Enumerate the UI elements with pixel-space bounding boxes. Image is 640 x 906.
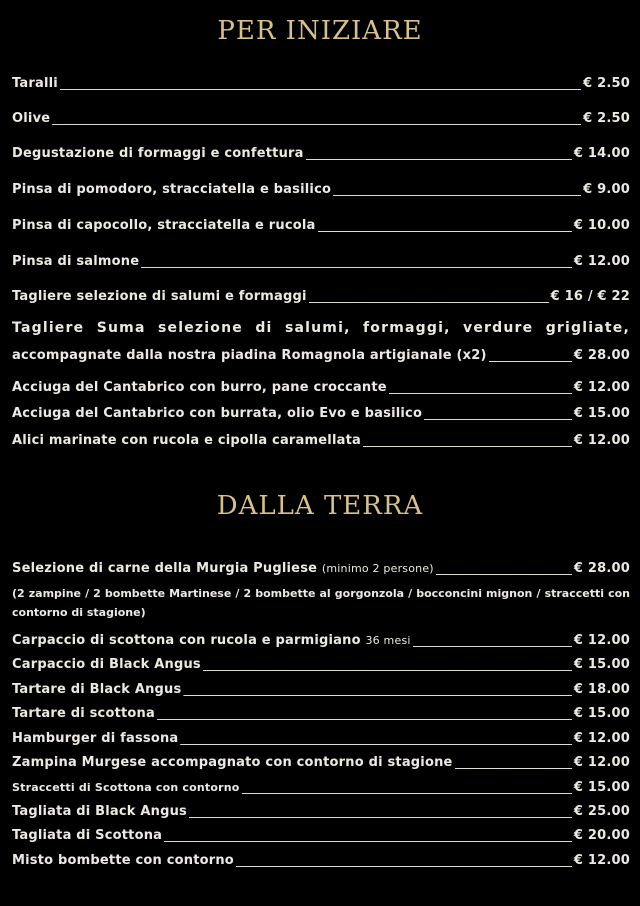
item-name: Pinsa di capocollo, stracciatella e rucola xyxy=(12,218,316,233)
menu-item xyxy=(12,657,630,672)
item-name: Tartare di scottona xyxy=(12,706,155,721)
item-name: Tagliata di Black Angus xyxy=(12,804,187,819)
menu-item xyxy=(12,731,630,746)
item-name-line2: accompagnate dalla nostra piadina Romagnola artigianale (x2) xyxy=(12,348,487,363)
item-price: € 12.00 xyxy=(573,731,630,746)
item-name: Alici marinate con rucola e cipolla caramellata xyxy=(12,433,361,448)
dot-leader xyxy=(389,380,572,395)
dot-leader xyxy=(236,853,572,868)
item-price: € 12.00 xyxy=(573,380,630,395)
dot-leader xyxy=(363,433,572,448)
item-note: 36 mesi xyxy=(365,634,411,647)
dot-leader xyxy=(203,657,572,672)
dot-leader xyxy=(189,804,572,819)
item-name: Zampina Murgese accompagnato con contorno di stagione xyxy=(12,755,453,770)
dot-leader xyxy=(52,111,581,126)
item-price: € 15.00 xyxy=(573,657,630,672)
dot-leader xyxy=(141,254,572,269)
menu-item xyxy=(12,76,630,91)
menu-item xyxy=(12,755,630,770)
item-name: Acciuga del Cantabrico con burrata, olio Evo e basilico xyxy=(12,406,423,421)
menu-item xyxy=(12,561,630,576)
menu-item xyxy=(12,853,630,868)
menu-item xyxy=(12,433,630,448)
menu-item xyxy=(12,254,630,269)
menu-item xyxy=(12,633,630,648)
dot-leader xyxy=(60,76,581,91)
dot-leader xyxy=(309,289,549,304)
item-note: (minimo 2 persone) xyxy=(321,562,434,575)
menu-item xyxy=(12,111,630,126)
item-name: Tagliere Suma selezione di salumi, formaggi, verdure grigliate, xyxy=(12,320,630,336)
item-price: € 15.00 xyxy=(573,706,630,721)
menu-item xyxy=(12,706,630,721)
dot-leader xyxy=(424,406,572,421)
item-price: € 9.00 xyxy=(583,182,630,197)
item-name: Selezione di carne della Murgia Pugliese (minimo 2 persone) xyxy=(12,561,434,576)
menu-item xyxy=(12,146,630,161)
dot-leader xyxy=(242,780,572,795)
dot-leader xyxy=(436,561,572,576)
item-name: Acciuga del Cantabrico con burro, pane croccante xyxy=(12,380,387,395)
menu-item xyxy=(12,380,630,395)
item-price: € 12.00 xyxy=(573,755,630,770)
item-name: Misto bombette con contorno xyxy=(12,853,234,868)
item-price: € 28.00 xyxy=(573,561,630,576)
item-name: Olive xyxy=(12,111,51,126)
item-name: Taralli xyxy=(12,76,58,91)
item-price: € 16 / € 22 xyxy=(550,289,630,304)
item-name: Straccetti di Scottona con contorno xyxy=(12,781,240,794)
item-name: Tagliata di Scottona xyxy=(12,828,163,843)
menu-item xyxy=(12,218,630,233)
dot-leader xyxy=(333,182,581,197)
item-price: € 18.00 xyxy=(573,682,630,697)
item-name: Degustazione di formaggi e confettura xyxy=(12,146,304,161)
menu-item xyxy=(12,348,630,363)
item-price: € 12.00 xyxy=(573,853,630,868)
dot-leader xyxy=(455,755,572,770)
section-title-dalla-terra: DALLA TERRA xyxy=(216,491,424,521)
dot-leader xyxy=(164,828,572,843)
item-price: € 20.00 xyxy=(573,828,630,843)
section-title-per-iniziare: PER INIZIARE xyxy=(217,16,423,46)
menu-item xyxy=(12,289,630,304)
menu-item xyxy=(12,780,630,795)
item-price: € 10.00 xyxy=(573,218,630,233)
item-name: Pinsa di salmone xyxy=(12,254,140,269)
menu-item xyxy=(12,682,630,697)
item-name: Pinsa di pomodoro, stracciatella e basilico xyxy=(12,182,332,197)
item-price: € 28.00 xyxy=(573,348,630,363)
item-price: € 2.50 xyxy=(583,111,630,126)
item-description: (2 zampine / 2 bombette Martinese / 2 bombette al gorgonzola / bocconcini mignon / straccetti con contorno di stagione) xyxy=(12,587,630,619)
menu-item xyxy=(12,182,630,197)
dot-leader xyxy=(157,706,572,721)
item-name: Carpaccio di Black Angus xyxy=(12,657,201,672)
dot-leader xyxy=(183,682,571,697)
item-price: € 25.00 xyxy=(573,804,630,819)
dot-leader xyxy=(318,218,572,233)
item-price: € 12.00 xyxy=(573,433,630,448)
item-price: € 12.00 xyxy=(573,633,630,648)
menu-item xyxy=(12,406,630,421)
dot-leader xyxy=(180,731,572,746)
menu-item xyxy=(12,828,630,843)
item-name: Hamburger di fassona xyxy=(12,731,179,746)
item-name: Tagliere selezione di salumi e formaggi xyxy=(12,289,307,304)
item-name: Carpaccio di scottona con rucola e parmigiano 36 mesi xyxy=(12,633,411,648)
item-price: € 15.00 xyxy=(573,780,630,795)
item-price: € 14.00 xyxy=(573,146,630,161)
menu-item xyxy=(12,804,630,819)
item-name: Tartare di Black Angus xyxy=(12,682,182,697)
dot-leader xyxy=(306,146,572,161)
item-price: € 12.00 xyxy=(573,254,630,269)
dot-leader xyxy=(413,633,572,648)
dot-leader xyxy=(489,348,572,363)
item-price: € 2.50 xyxy=(583,76,630,91)
item-price: € 15.00 xyxy=(573,406,630,421)
